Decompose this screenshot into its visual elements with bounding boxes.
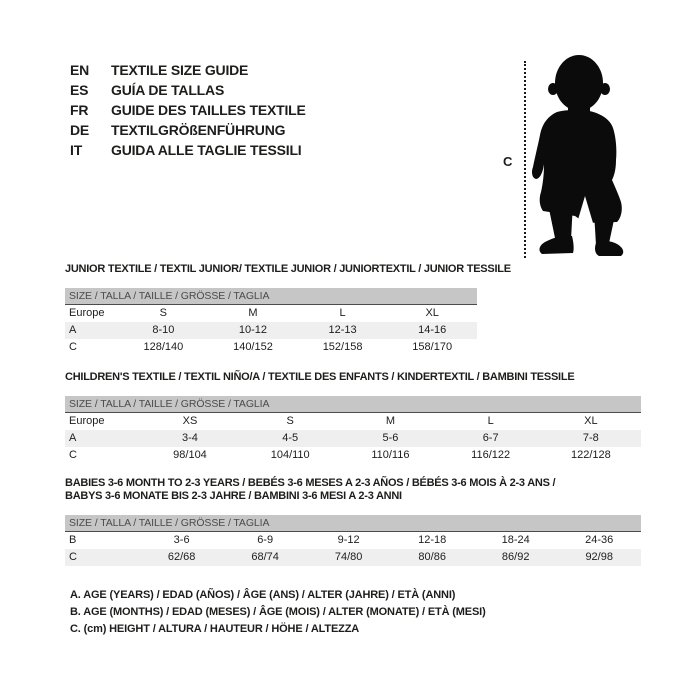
row-label: B [69,534,77,546]
table-cell: 92/98 [585,551,613,563]
table-row [65,549,641,566]
table-cell: 104/110 [270,449,310,461]
table-cell: 10-12 [238,324,268,336]
language-row [70,60,306,80]
table-cell: S [159,307,168,319]
table-row [65,430,641,447]
size-header-bar: SIZE / TALLA / TAILLE / GRÖSSE / TAGLIA [65,288,477,305]
row-label: C [69,551,77,563]
language-label: GUÍA DE TALLAS [111,82,225,98]
babies-table-title-line2: BABYS 3-6 MONATE BIS 2-3 JAHRE / BAMBINI 3-6 MESI A 2-3 ANNI [65,490,402,502]
table-cell: XL [425,307,439,319]
footnotes [70,587,486,638]
language-label: GUIDE DES TAILLES TEXTILE [111,102,306,118]
footnote-line: C. (cm) HEIGHT / ALTURA / HAUTEUR / HÖHE / ALTEZZA [70,623,360,635]
table-cell: 6-9 [257,534,274,546]
table-row [65,532,641,549]
babies-table-section [65,477,641,566]
table-cell: XS [182,415,198,427]
row-label: C [69,341,77,353]
junior-table-title: JUNIOR TEXTILE / TEXTIL JUNIOR/ TEXTILE JUNIOR / JUNIORTEXTIL / JUNIOR TESSILE [65,263,511,275]
footnote-line: A. AGE (YEARS) / EDAD (AÑOS) / ÂGE (ANS) / ALTER (JAHRE) / ETÀ (ANNI) [70,589,456,601]
language-code: ES [70,82,89,98]
table-row [65,413,641,430]
row-label: Europe [69,415,105,427]
language-row [70,140,306,160]
language-code: IT [70,142,83,158]
toddler-silhouette-icon [528,52,632,259]
table-cell: XL [584,415,598,427]
table-cell: 158/170 [412,341,453,353]
junior-table-section [65,263,511,356]
junior-size-table [65,305,477,356]
language-row [70,120,306,140]
table-cell: 12-18 [418,534,447,546]
row-label: A [69,432,77,444]
table-cell: 128/140 [143,341,184,353]
table-cell: 24-36 [585,534,614,546]
table-cell: 98/104 [173,449,207,461]
table-cell: 7-8 [582,432,599,444]
table-cell: 14-16 [418,324,447,336]
table-cell: 116/122 [471,449,511,461]
table-row [65,447,641,464]
size-header-bar: SIZE / TALLA / TAILLE / GRÖSSE / TAGLIA [65,515,641,532]
language-label: TEXTILE SIZE GUIDE [111,62,249,78]
table-cell: 3-4 [182,432,198,444]
row-label: C [69,449,77,461]
table-cell: 152/158 [322,341,363,353]
row-label: A [69,324,77,336]
language-code: FR [70,102,89,118]
children-size-table [65,413,641,464]
table-cell: L [487,415,494,427]
table-cell: 122/128 [570,449,611,461]
table-cell: 74/80 [334,551,363,563]
children-table-section [65,371,641,464]
table-cell: M [248,307,258,319]
table-cell: 62/68 [167,551,196,563]
height-measure-line [524,61,526,258]
table-cell: 8-10 [152,324,175,336]
table-cell: 140/152 [233,341,273,353]
table-cell: 12-13 [328,324,357,336]
table-cell: 6-7 [482,432,499,444]
footnote-line: B. AGE (MONTHS) / EDAD (MESES) / ÂGE (MOIS) / ALTER (MONATE) / ETÀ (MESI) [70,606,486,618]
babies-table-title-line1: BABIES 3-6 MONTH TO 2-3 YEARS / BEBÉS 3-6 MESES A 2-3 AÑOS / BÉBÉS 3-6 MOIS À 2-3 ANS / [65,477,556,489]
babies-size-table [65,532,641,566]
table-cell: 18-24 [501,534,530,546]
language-row [70,100,306,120]
children-table-title: CHILDREN'S TEXTILE / TEXTIL NIÑO/A / TEXTILE DES ENFANTS / KINDERTEXTIL / BAMBINI TESSILE [65,371,575,383]
row-label: Europe [69,307,105,319]
table-cell: 3-6 [173,534,190,546]
language-label: TEXTILGRÖßENFÜHRUNG [111,122,286,138]
table-cell: 68/74 [251,551,279,563]
table-cell: S [286,415,294,427]
size-header-bar: SIZE / TALLA / TAILLE / GRÖSSE / TAGLIA [65,396,641,413]
table-cell: L [339,307,346,319]
table-cell: 4-5 [282,432,299,444]
table-row [65,322,477,339]
table-cell: M [385,415,395,427]
table-row [65,305,477,322]
language-list [70,60,306,160]
table-cell: 80/86 [418,551,446,563]
table-row [65,339,477,356]
language-label: GUIDA ALLE TAGLIE TESSILI [111,142,302,158]
table-cell: 86/92 [501,551,530,563]
table-cell: 5-6 [382,432,399,444]
language-row [70,80,306,100]
language-code: DE [70,122,90,138]
table-cell: 9-12 [337,534,360,546]
language-code: EN [70,62,90,78]
table-cell: 110/116 [371,449,410,461]
height-measure-label: C [503,154,513,169]
